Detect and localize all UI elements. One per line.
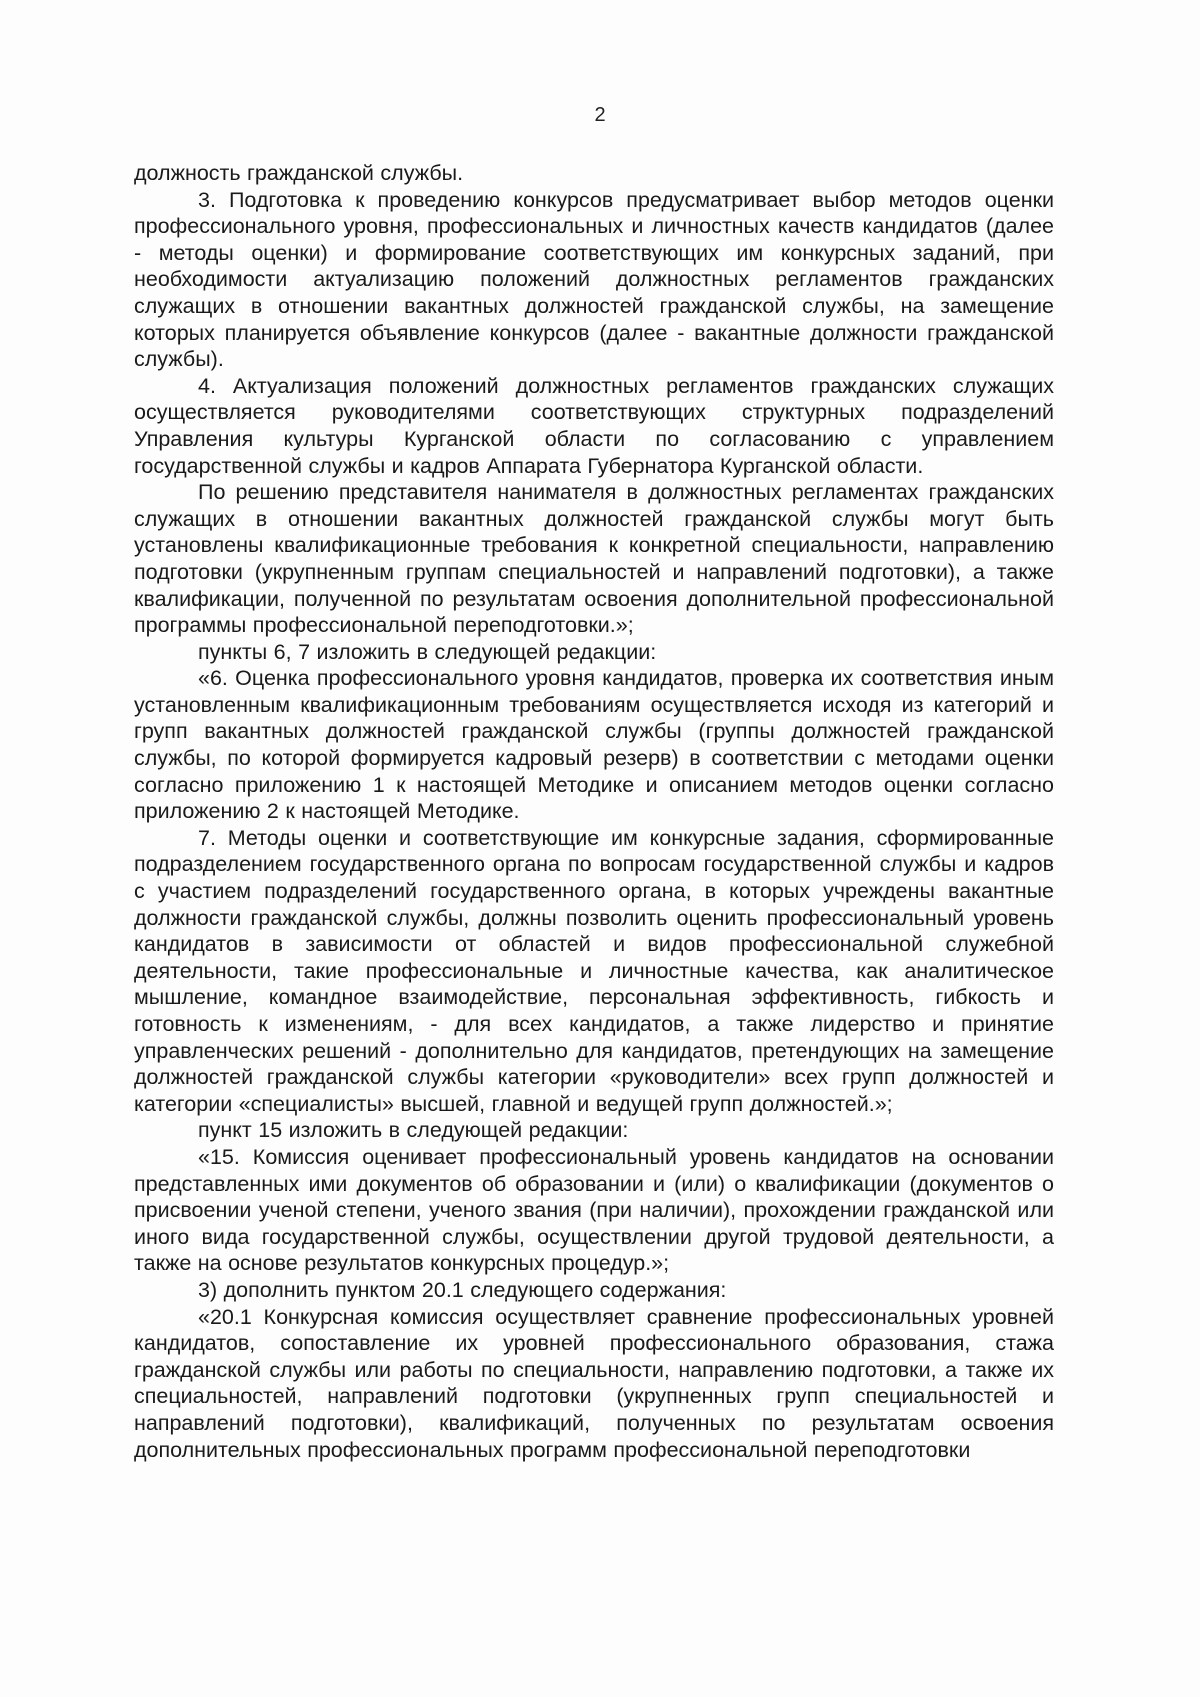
paragraph: По решению представителя нанимателя в должностных регламентах гражданских служащих в отношении вакантных должностей гражданской службы могут быть установлены квалификационные требования к конкретной специальности, направлению подготовки (укрупненным группам специальностей и направлений подготовки), а также квалификации, полученной по результатам освоения дополнительной профессиональной программы профессиональной переподготовки.»; (134, 480, 1054, 638)
document-body (134, 160, 1054, 1463)
paragraph: должность гражданской службы. (134, 161, 464, 185)
paragraph: пункты 6, 7 изложить в следующей редакции: (198, 639, 657, 664)
page-number: 2 (594, 104, 606, 126)
paragraph: «15. Комиссия оценивает профессиональный уровень кандидатов на основании представленных ими документов об образовании и (или) о квалификации (документов о присвоении ученой степени, ученого звания (при наличии), прохождении гражданской или иного вида государственной службы, осуществлении другой трудовой деятельности, а также на основе результатов конкурсных процедур.»; (134, 1144, 1054, 1276)
paragraph: пункт 15 изложить в следующей редакции: (198, 1118, 629, 1143)
paragraph: 3. Подготовка к проведению конкурсов предусматривает выбор методов оценки профессионального уровня, профессиональных и личностных качеств кандидатов (далее - методы оценки) и формирование соответствующих им конкурсных заданий, при необходимости актуализацию положений должностных регламентов гражданских служащих в отношении вакантных должностей гражданской службы, на замещение которых планируется объявление конкурсов (далее - вакантные должности гражданской службы). (134, 187, 1054, 372)
paragraph: 3) дополнить пунктом 20.1 следующего содержания: (198, 1277, 727, 1302)
paragraph: «20.1 Конкурсная комиссия осуществляет сравнение профессиональных уровней кандидатов, сопоставление их уровней профессионального образования, стажа гражданской службы или работы по специальности, направлению подготовки, а также их специальностей, направлений подготовки (укрупненных групп специальностей и направлений подготовки), квалификаций, полученных по результатам освоения дополнительных профессиональных программ профессиональной переподготовки (134, 1304, 1054, 1462)
paragraph: «6. Оценка профессионального уровня кандидатов, проверка их соответствия иным установленным квалификационным требованиям осуществляется исходя из категорий и групп вакантных должностей гражданской службы (группы должностей гражданской службы, по которой формируется кадровый резерв) в соответствии с методами оценки согласно приложению 1 к настоящей Методике и описанием методов оценки согласно приложению 2 к настоящей Методике. (134, 666, 1054, 824)
paragraph: 7. Методы оценки и соответствующие им конкурсные задания, сформированные подразделением государственного органа по вопросам государственной службы и кадров с участием подразделений государственного органа, в которых учреждены вакантные должности гражданской службы, должны позволить оценить профессиональный уровень кандидатов в зависимости от областей и видов профессиональной служебной деятельности, такие профессиональные и личностные качества, как аналитическое мышление, командное взаимодействие, персональная эффективность, гибкость и готовность к изменениям, - для всех кандидатов, а также лидерство и принятие управленческих решений - дополнительно для кандидатов, претендующих на замещение должностей гражданской службы категории «руководители» всех групп должностей и категории «специалисты» высшей, главной и ведущей групп должностей.»; (134, 825, 1054, 1116)
paragraph: 4. Актуализация положений должностных регламентов гражданских служащих осуществляется руководителями соответствующих структурных подразделений Управления культуры Курганской области по согласованию с управлением государственной службы и кадров Аппарата Губернатора Курганской области. (134, 373, 1054, 478)
